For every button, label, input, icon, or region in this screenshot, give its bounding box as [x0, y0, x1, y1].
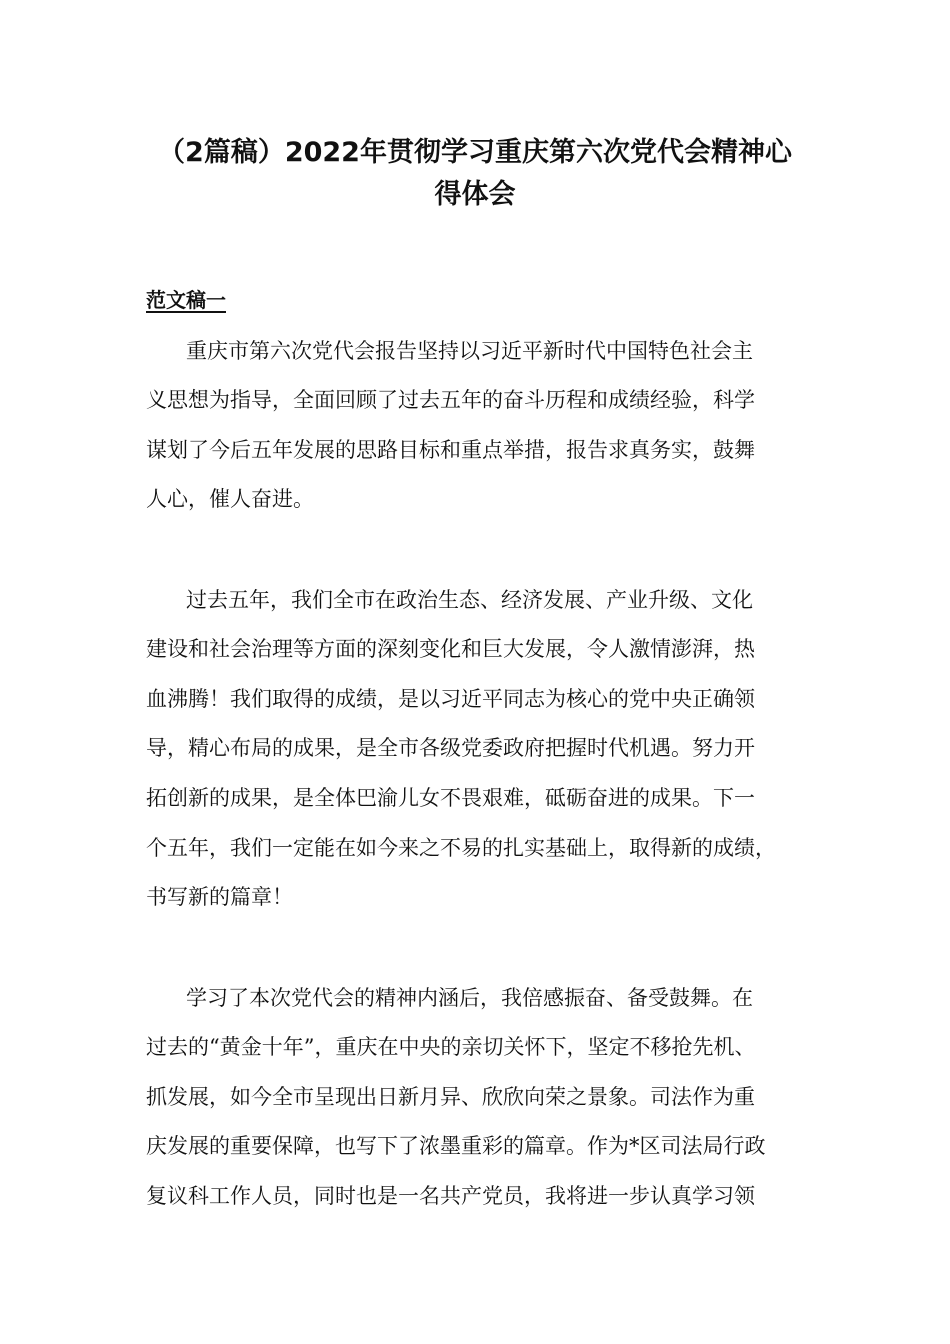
- paragraph-2-line-4: 导，精心布局的成果，是全市各级党委政府把握时代机遇。努力开: [146, 736, 755, 760]
- paragraph-1-line-3: 谋划了今后五年发展的思路目标和重点举措，报告求真务实，鼓舞: [146, 438, 755, 462]
- paragraph-1-line-1: 重庆市第六次党代会报告坚持以习近平新时代中国特色社会主: [186, 339, 753, 363]
- paragraph-2-line-5: 拓创新的成果，是全体巴渝儿女不畏艰难，砥砺奋进的成果。下一: [146, 786, 755, 810]
- document-title-line-2: 得体会: [434, 179, 516, 210]
- paragraph-3-line-3: 抓发展，如今全市呈现出日新月异、欣欣向荣之景象。司法作为重: [146, 1085, 755, 1109]
- paragraph-3-line-1: 学习了本次党代会的精神内涵后，我倍感振奋、备受鼓舞。在: [186, 986, 753, 1010]
- paragraph-1-line-2: 义思想为指导，全面回顾了过去五年的奋斗历程和成绩经验，科学: [146, 388, 755, 412]
- paragraph-1-line-4: 人心，催人奋进。: [146, 487, 314, 511]
- section-label: 范文稿一: [146, 288, 226, 312]
- document-title-line-1: （2篇稿）2022年贯彻学习重庆第六次党代会精神心: [158, 137, 792, 168]
- paragraph-3-line-2: 过去的“黄金十年”，重庆在中央的亲切关怀下，坚定不移抢先机、: [146, 1035, 756, 1059]
- paragraph-2-line-1: 过去五年，我们全市在政治生态、经济发展、产业升级、文化: [186, 588, 753, 612]
- paragraph-3-line-4: 庆发展的重要保障，也写下了浓墨重彩的篇章。作为*区司法局行政: [146, 1134, 766, 1158]
- paragraph-2-line-2: 建设和社会治理等方面的深刻变化和巨大发展，令人激情澎湃，热: [146, 637, 755, 661]
- paragraph-2-line-6: 个五年，我们一定能在如今来之不易的扎实基础上，取得新的成绩，: [146, 836, 776, 860]
- paragraph-2-line-7: 书写新的篇章！: [146, 885, 293, 909]
- paragraph-3-line-5: 复议科工作人员，同时也是一名共产党员，我将进一步认真学习领: [146, 1184, 755, 1208]
- paragraph-2-line-3: 血沸腾！我们取得的成绩，是以习近平同志为核心的党中央正确领: [146, 687, 755, 711]
